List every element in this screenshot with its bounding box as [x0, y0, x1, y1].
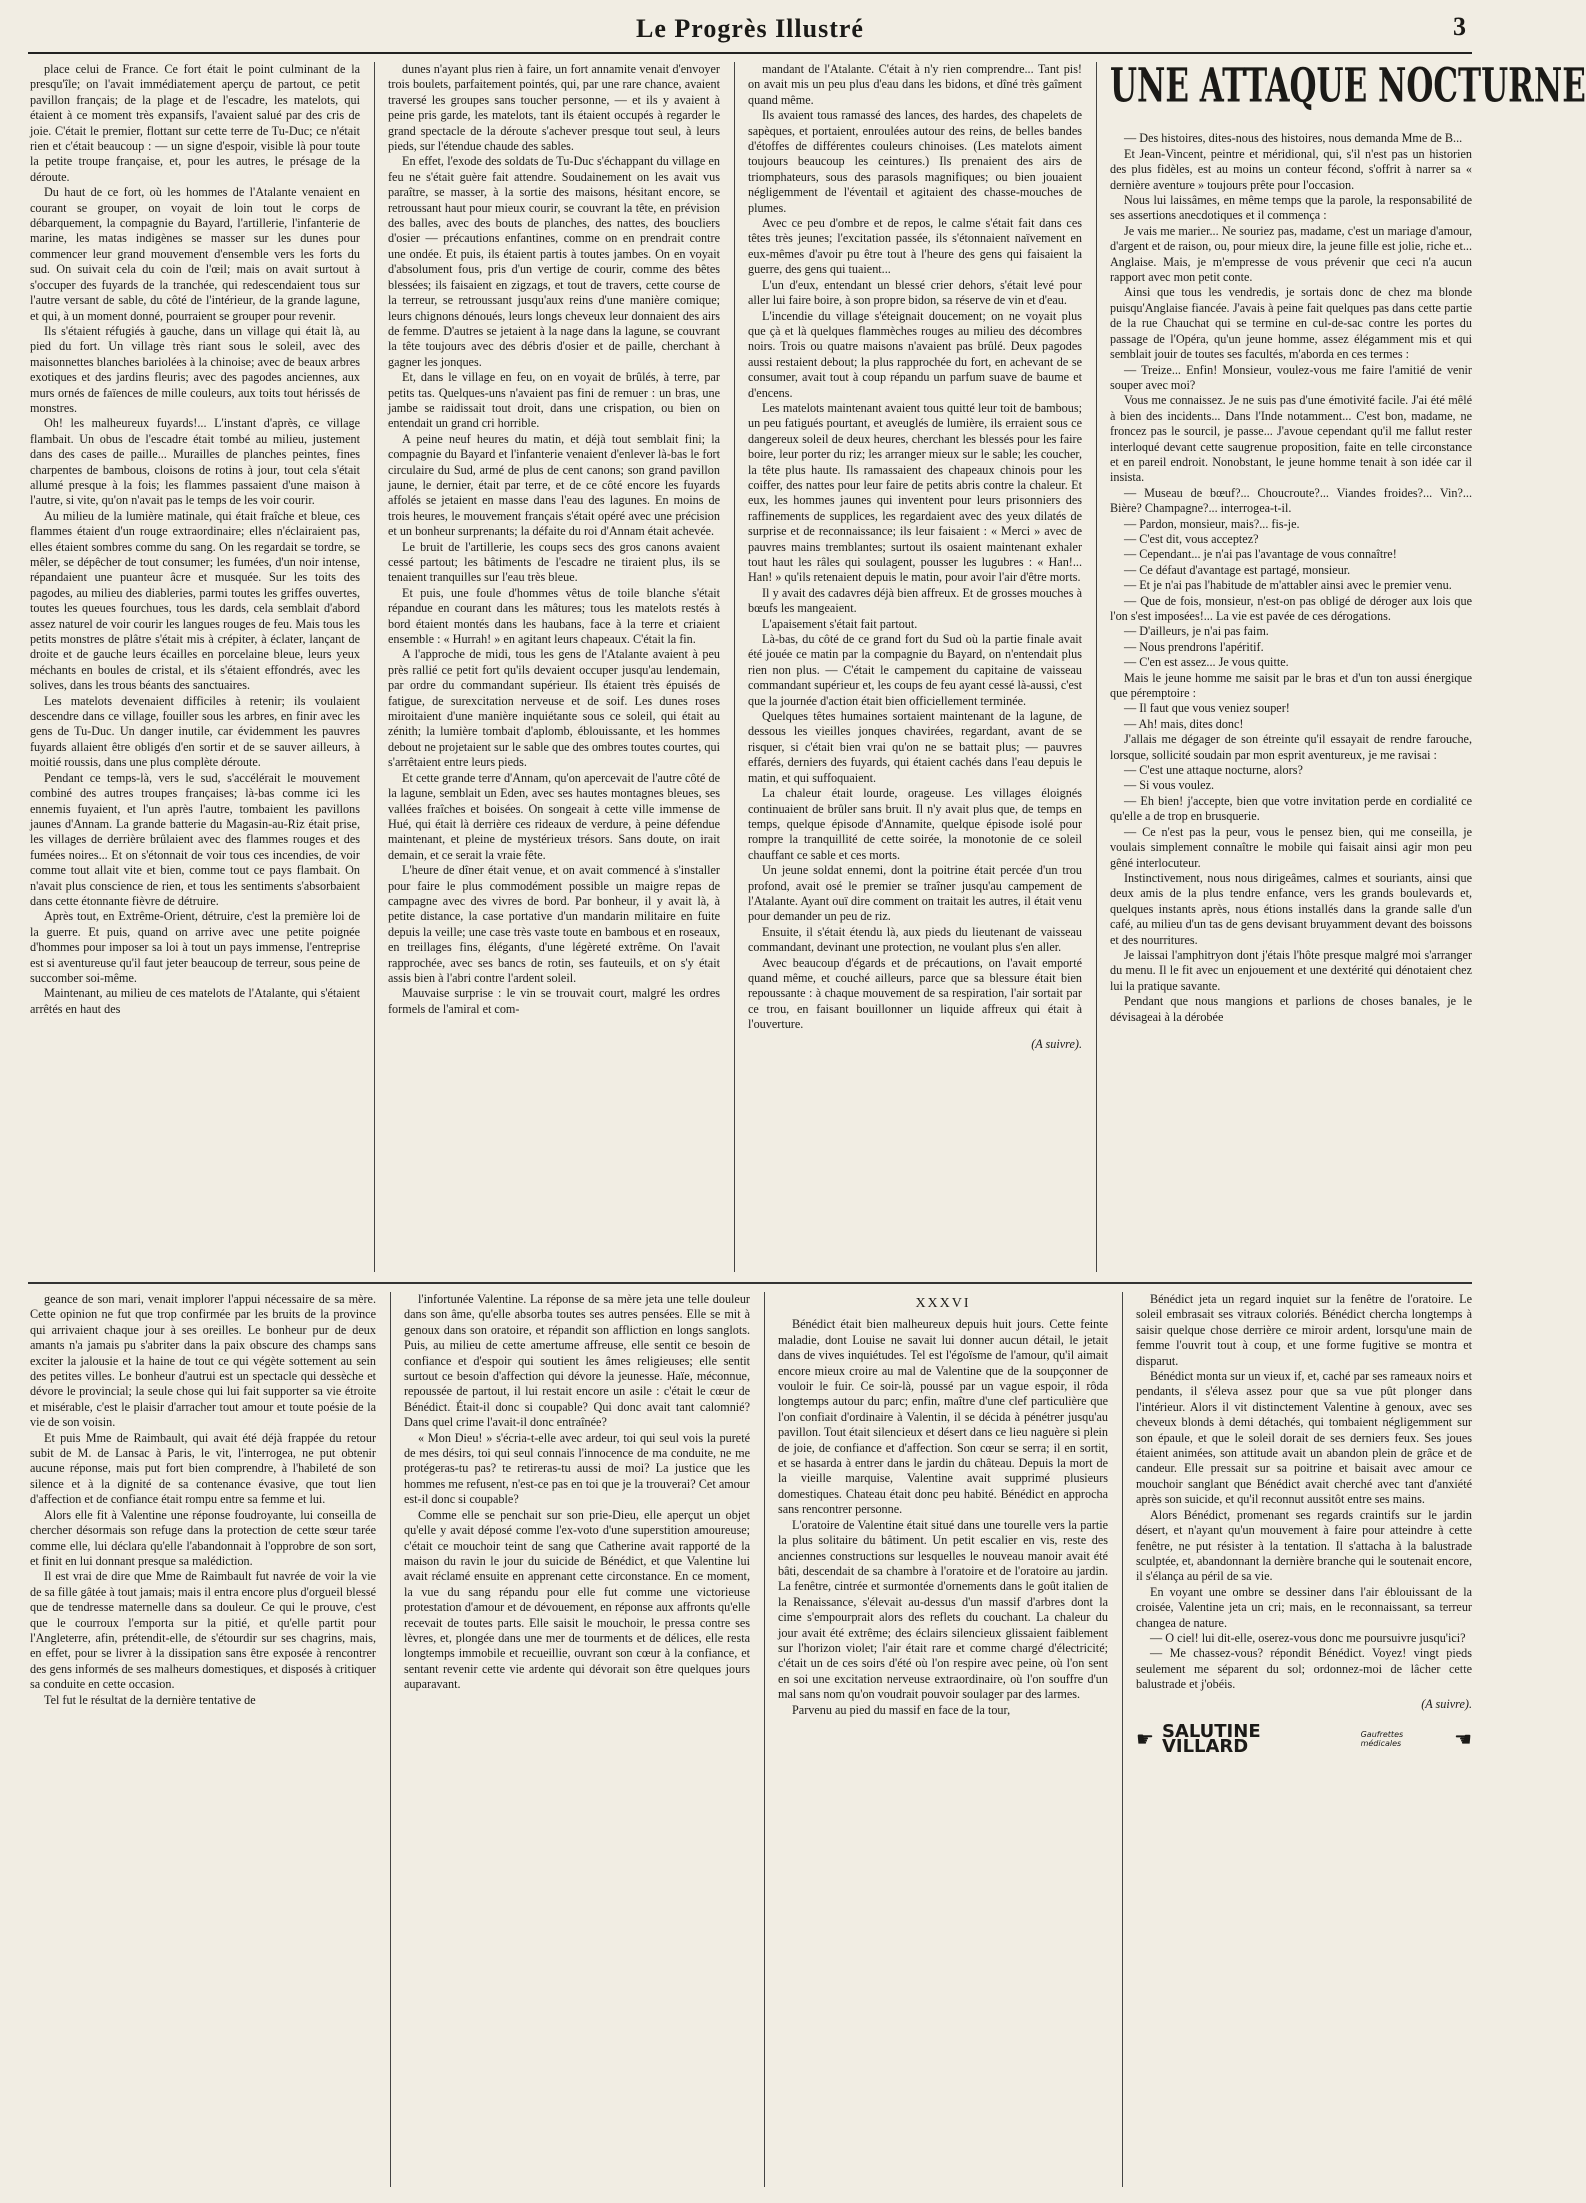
paragraph: L'incendie du village s'éteignait doucement; on ne voyait plus que çà et là quelques flammèches rouges au milieu des décombres noirs. Trois ou quatre maisons n'avaient pas brûlé. Deux pagodes aussi restaient debout; la plus rapprochée du fort, en achevant de se consumer, avait tout à coup répandu un parfum suave de baume et d'encens. — [748, 308, 1082, 400]
paragraph: — O ciel! lui dit-elle, oserez-vous donc me poursuivre jusqu'ici? — [1150, 1630, 1466, 1645]
paragraph: « Mon Dieu! » s'écria-t-elle avec ardeur, toi qui seul vois la pureté de mes désirs, toi qui seul connais l'innocence de ma conduite, ne me protégeras-tu pas? te retireras-tu aussi de moi? La justice que les hommes me refusent, n'est-ce pas en toi que je la trouverai? Cet amour est-il donc si coupable? — [404, 1430, 750, 1507]
paragraph: Ensuite, il s'était étendu là, aux pieds du lieutenant de vaisseau commandant, devinant une protection, ne voulant plus s'en aller. — [748, 924, 1082, 955]
paragraph: L'heure de dîner était venue, et on avait commencé à s'installer pour faire le plus commodément possible un maigre repas de campagne avec des vivres de bord. Par bonheur, il y avait là, à petite distance, la case portative d'un mandarin militaire en fuite depuis la veille; une case très vaste toute en bambous et en roseaux, en treillages fins, élégants, d'une légèreté extrême. On l'avait rapprochée, avec ses bancs de rotin, ses fauteuils, et on s'y était assis bien à l'abri contre l'ardent soleil. — [388, 863, 720, 985]
paragraph: mandant de l'Atalante. C'était à n'y rien comprendre... Tant pis! on avait mis un peu plus d'eau dans les bidons, et dîné très gaîment quand même. — [748, 62, 1082, 107]
paragraph: Et, dans le village en feu, on en voyait de brûlés, à terre, par petits tas. Quelques-uns n'avaient pas fini de remuer : un bras, une jambe se raidissait tout droit, dans une crispation, ou bien on entendait un grand cri horrible. — [388, 370, 720, 431]
paragraph: geance de son mari, venait implorer l'appui nécessaire de sa mère. Cette opinion ne fut que trop confirmée par les bruits de la province qui arrivaient chaque jour à ses oreilles. Le bonheur pur de deux amants n'a jamais pu s'abriter dans la paix obscure des champs sans exciter la jalousie et la haine de tout ce qui végète sottement au sein des petites villes. Le bonheur d'autrui est un spectacle qui dessèche et dévore le provincial; la seule chose qui lui fait supporter sa vie étroite et misérable, c'est le plaisir d'arracher tout amour et toute poésie de la vie de son voisin. — [30, 1292, 376, 1430]
paragraph: Bénédict monta sur un vieux if, et, caché par ses rameaux noirs et pendants, il s'éleva assez pour que sa vue pût plonger dans l'intérieur. Alors il vit distinctement Valentine à genoux, avec ses cheveux blonds à demi détachés, qui tombaient négligemment sur son épaule, et que le soleil dorait de ses derniers feux. Ses joues étaient animées, son attitude avait un abandon plein de grâce et de candeur. Elle pressait sur sa poitrine et baisait avec amour ce mouchoir sanglant que Bénédict avait cherché avec tant d'anxiété après son suicide, et qu'il reconnut aussitôt entre ses mains. — [1136, 1369, 1472, 1507]
paragraph: — Que de fois, monsieur, n'est-on pas obligé de déroger aux lois que l'on s'est imposées!... La vie est pavée de ces dérogations. — [1110, 593, 1472, 623]
paragraph: L'un d'eux, entendant un blessé crier dehors, s'était levé pour aller lui faire boire, à son propre bidon, sa réserve de vin et d'eau. — [748, 277, 1082, 308]
paragraph: Instinctivement, nous nous dirigeâmes, calmes et souriants, ainsi que deux amis de la plus tendre enfance, vers les grands boulevards et, quelques instants après, nous étions installés dans la grande salle d'un café, au milieu d'un tas de gens devisant bruyamment devant des boissons et des nourritures. — [1110, 870, 1472, 947]
paragraph: — Eh bien! j'accepte, bien que votre invitation perde en cordialité ce qu'elle a de trop en brusquerie. — [1110, 793, 1472, 824]
column-divider — [1096, 62, 1097, 1272]
paragraph: Mais le jeune homme me saisit par le bras et d'un ton aussi énergique que péremptoire : — [1110, 670, 1472, 701]
paragraph: place celui de France. Ce fort était le point culminant de la presqu'île; on l'avait immédiatement aperçu de partout, ce petit pavillon français; de la plage et de l'escadre, les matelots, qui étaient à ce moment très expansifs, l'avaient salué par des cris de joie. C'était le premier, flottant sur cette terre de Tu-Duc; ce n'était rien et c'était beaucoup : — un signe d'espoir, visible là pour toute la petite troupe française, et, pour les autres, le présage de la déroute. — [30, 62, 360, 184]
paragraph: l'infortunée Valentine. La réponse de sa mère jeta une telle douleur dans son âme, qu'elle absorba toutes ses autres pensées. Elle se mit à genoux dans son oratoire, et répandit son affliction en longs sanglots. Puis, au milieu de cette amertume affreuse, elle sentit ce besoin de confiance et d'espoir qui soutient les âmes religieuses; elle sentit surtout ce besoin d'affection qui dévore la jeunesse. Haïe, méconnue, repoussée de partout, il lui restait encore un asile : c'était le cœur de Bénédict. Était-il donc si coupable? Qui donc avait tant calomnié? Dans quel crime l'avait-il donc entraînée? — [404, 1292, 750, 1430]
paragraph: Tel fut le résultat de la dernière tentative de — [44, 1692, 256, 1707]
paragraph: Du haut de ce fort, où les hommes de l'Atalante venaient en courant se grouper, on voyait de loin tout le corps de débarquement, la compagnie du Bayard, l'artillerie, l'infanterie de marine, les matas indigènes se masser sur les dunes pour commencer leur grand mouvement d'ensemble vers les forts du sud. On suivait cela du coin de l'œil; mais on avait surtout à s'occuper des fuyards de la tranchée, qui redescendaient tous sur l'autre versant de sable, du côté de l'intérieur, de la grande lagune, et qui, à un moment donné, pourraient se grouper pour revenir. — [30, 185, 360, 323]
paragraph: Un jeune soldat ennemi, dont la poitrine était percée d'un trou profond, avait osé le premier se traîner jusqu'au campement de l'Atalante. Ayant ouï dire comment on traitait les autres, il était venu pour demander un peu de riz. — [748, 863, 1082, 924]
paragraph: Et Jean-Vincent, peintre et méridional, qui, s'il n'est pas un historien des plus fidèles, est au moins un conteur fécond, s'offrit à narrer sa « dernière aventure » toujours prête pour l'occasion. — [1110, 146, 1472, 192]
advertisement — [1136, 1720, 1472, 1758]
lower-column-4 — [1136, 1292, 1472, 2192]
paragraph: — Des histoires, dites-nous des histoires, nous demanda Mme de B... — [1124, 131, 1463, 146]
column-divider — [1122, 1292, 1123, 2187]
upper-column-4 — [1110, 59, 1586, 1274]
paragraph: Alors elle fit à Valentine une réponse foudroyante, lui conseilla de chercher désormais son refuge dans la protection de cette sœur tarée comme elle, lui déclara qu'elle l'abandonnait à l'opprobre de son sort, et finit en lui donnant presque sa malédiction. — [30, 1507, 376, 1568]
chapter-number: XXXVI — [915, 1296, 971, 1311]
upper-column-1 — [30, 62, 360, 1274]
paragraph: Au milieu de la lumière matinale, qui était fraîche et bleue, ces flammes étaient d'un rouge extraordinaire; elles n'éclairaient pas, elles étaient sombres comme du sang. On les regardait se tordre, se mêler, se dépêcher de tout consumer; les fumées, d'un noir intense, répandaient une puanteur âcre et musquée. Sur les toits des pagodes, au milieu des diableries, parmi toutes les griffes ouvertes, toutes les queues fourchues, tous les dards, cela semblait d'abord assez naturel de voir courir les langues rouges de feu. Mais tous les petits monstres de plâtre s'était mis à crépiter, à éclater, lançant de droite et de gauche leurs écailles en porcelaine bleue, leurs yeux méchants en boules de cristal, et ils s'étaient effondrés, avec les solives, dans les trous béants des sanctuaires. — [30, 508, 360, 693]
paragraph: Comme elle se penchait sur son prie-Dieu, elle aperçut un objet qu'elle y avait déposé comme l'ex-voto d'une superstition amoureuse; c'était ce mouchoir teint de sang que Catherine avait rapporté de la maison du ravin le jour du suicide de Bénédict, et que Valentine lui avait réclamé ensuite en apprenant cette circonstance. En ce moment, la vue du sang répandu pour elle fut comme une victorieuse protestation d'amour et de dévouement, en réponse aux affronts qu'elle recevait de toutes parts. Elle saisit le mouchoir, le pressa contre ses lèvres, et, plongée dans une mer de tourments et de délices, elle resta longtemps immobile et recueillie, ouvrant son cœur à la confiance, et sentant revenir cette vie ardente qui dévorait son être quelques jours auparavant. — [404, 1507, 750, 1692]
paragraph: Pendant que nous mangions et parlions de choses banales, je le dévisageai à la dérobée — [1110, 994, 1472, 1024]
column-divider — [764, 1292, 765, 2187]
paragraph: — C'est une attaque nocturne, alors? — [1124, 763, 1303, 778]
paragraph: Et cette grande terre d'Annam, qu'on apercevait de l'autre côté de la lagune, semblait un Eden, avec ses hautes montagnes bleues, ses vallées fraîches et boisées. On songeait à cette ville immense de Hué, qui était là derrière ces rideaux de verdure, à peine défendue maintenant, et pleine de mystérieux trésors. Sans doute, on irait demain, et ce serait la vraie fête. — [388, 770, 720, 862]
paragraph: — Ah! mais, dites donc! — [1124, 716, 1244, 731]
section-divider — [28, 1282, 1472, 1284]
paragraph: dunes n'ayant plus rien à faire, un fort annamite venait d'envoyer trois boulets, parfaitement pointés, qui, par une rare chance, avaient traversé les groupes sans toucher personne, — et ils y avaient à peine pris garde, les matelots, tant ils étaient occupés à regarder le grand spectacle de la déroute s'achever presque tout seul, à leurs pieds, sur l'étendue chaude des sables. — [388, 62, 720, 154]
upper-column-3-text — [748, 62, 1082, 1033]
column-divider — [374, 62, 375, 1272]
paragraph: A l'approche de midi, tous les gens de l'Atalante avaient à peu près rallié ce petit fort qu'ils devaient occuper jusqu'au lendemain, par ordre du commandant supérieur. Ils étaient très épuisés de fatigue, de surexcitation nerveuse et de soif. Les dunes roses miroitaient d'une manière inquiétante sous ce soleil, qui était au zénith; la lumière tombait d'aplomb, éblouissante, et les hommes debout ne projetaient sur le sable que des ombres toutes courtes, qui s'arrêtaient entre leurs pieds. — [388, 647, 720, 770]
paragraph: L'apaisement s'était fait partout. — [762, 616, 918, 631]
paragraph: — Et je n'ai pas l'habitude de m'attabler ainsi avec le premier venu. — [1124, 578, 1452, 593]
paragraph: — Museau de bœuf?... Choucroute?... Viandes froides?... Vin?... Bière? Champagne?... interrogea-t-il. — [1110, 485, 1472, 516]
pointing-hand-icon: ☛ — [1136, 1726, 1154, 1751]
paragraph: A peine neuf heures du matin, et déjà tout semblait fini; la compagnie du Bayard et l'infanterie venaient d'enlever là-bas le fort circulaire du Sud, armé de plus de cent canons; son grand pavillon jaune, le dernier, était par terre, et de ce côté encore les fuyards affolés se jetaient en masse dans l'eau des lagunes. En moins de trois heures, le mouvement français s'était opéré avec une précision et un bonheur surprenants; la défaite du roi d'Annam était achevée. — [388, 431, 720, 539]
paragraph: — Ce n'est pas la peur, vous le pensez bien, qui me conseilla, je voulais simplement connaître le mobile qui faisait ainsi agir mon peu gêné interlocuteur. — [1110, 824, 1472, 870]
paragraph: Mauvaise surprise : le vin se trouvait court, malgré les ordres formels de l'amiral et com- — [388, 986, 720, 1016]
paragraph: — Il faut que vous veniez souper! — [1124, 701, 1290, 716]
to-be-continued: (A suivre). — [1031, 1036, 1082, 1051]
paragraph: Parvenu au pied du massif en face de la tour, — [792, 1702, 1011, 1717]
paragraph: Pendant ce temps-là, vers le sud, s'accélérait le mouvement combiné des autres troupes françaises; là-bas comme ici les ennemis fuyaient, et l'un après l'autre, tombaient les pavillons jaunes d'Annam. La grande batterie du Magasin-au-Riz était prise, les villages de derrière brûlaient avec des flammes rouges et des fumées noires... Et on s'étonnait de voir tous ces incendies, de voir comme tout allait vite et bien, comme tout ce pays flambait. On n'avait plus conscience de rien, et tous les sentiments s'absorbaient dans cette étonnante fièvre de détruire. — [30, 770, 360, 908]
lower-column-1 — [30, 1292, 376, 2192]
paragraph: Là-bas, du côté de ce grand fort du Sud où la partie finale avait été jouée ce matin par la compagnie du Bayard, on n'entendait plus rien non plus. — C'était le campement du capitaine de vaisseau commandant supérieur et, les coups de feu ayant cessé là-aussi, c'est que la journée d'action était bien officiellement terminée. — [748, 632, 1082, 708]
masthead — [28, 8, 1472, 54]
paragraph: — Pardon, monsieur, mais?... fis-je. — [1124, 516, 1300, 531]
paragraph: Quelques têtes humaines sortaient maintenant de la lagune, de dessous les vieilles jonques chavirées, regardant, avant de se risquer, si c'était bien vrai qu'on ne se battait plus; — pauvres effarés, derniers des fuyards, qui étaient cachés dans l'eau depuis le matin, et qui suffoquaient. — [748, 709, 1082, 785]
lower-column-2 — [404, 1292, 750, 2192]
paragraph: Alors Bénédict, promenant ses regards craintifs sur le jardin désert, et n'ayant qu'un mouvement à faire pour atteindre à cette fenêtre, ne put résister à la tentation. Il s'attacha à la balustrade sculptée, et, abandonnant la dernière branche qui le soutenait encore, il s'élança au péril de sa vie. — [1136, 1507, 1472, 1584]
paragraph: — Si vous voulez. — [1124, 778, 1215, 793]
paragraph: — Cependant... je n'ai pas l'avantage de vous connaître! — [1124, 547, 1397, 562]
pointing-hand-icon: ☚ — [1454, 1726, 1472, 1751]
column-divider — [734, 62, 735, 1272]
paragraph: J'allais me dégager de son étreinte qu'il essayait de rendre farouche, lorsque, sollicité soudain par mon esprit aventureux, je me ravisai : — [1110, 732, 1472, 762]
paragraph: Bénédict était bien malheureux depuis huit jours. Cette feinte maladie, dont Louise ne savait lui donner aucun détail, le jetait dans de vives inquiétudes. Tel est l'égoïsme de l'amour, qu'il aimait encore mieux croire au mal de Valentine que de la soupçonner de vouloir le fuir. Ce soir-là, poussé par un vague espoir, il rôda longtemps autour du parc; enfin, maître d'une clef particulière que l'on confiait d'ordinaire à Valentin, il se décida à pénétrer jusqu'au pavillon. Tout était silencieux et désert dans ce lieu naguère si plein de joie, de confiance et d'affection. Son cœur se serra; il en sortit, et se hasarda à entrer dans le jardin du château. Depuis la mort de la vieille marquise, Valentine avait supprimé plusieurs domestiques. Chateau était donc peu habité. Bénédict en approcha sans rencontrer personne. — [778, 1317, 1108, 1517]
paragraph: Les matelots devenaient difficiles à retenir; ils voulaient descendre dans ce village, fouiller sous les arbres, en finir avec les gens de Tu-Duc. Un danger inutile, car évidemment les pauvres fuyards allaient être obligés d'en sortir et de se sauver ailleurs, à moitié roussis, dans une plus complète déroute. — [30, 693, 360, 770]
paragraph: Je vais me marier... Ne souriez pas, madame, c'est un mariage d'amour, d'argent et de raison, ou, pour mieux dire, la jeune fille est jolie, riche et... Anglaise. Mais, je m'empresse de vous prévenir que ceci n'a aucun rapport avec mon petit conte. — [1110, 223, 1472, 285]
lower-column-4-text — [1136, 1292, 1472, 1693]
paragraph: Vous me connaissez. Je ne suis pas d'une émotivité facile. J'ai été mêlé à bien des incidents... Dans l'Inde notamment... C'est bon, madame, ne froncez pas le sourcil, je passe... J'avoue cependant qu'il me fallut rester interloqué devant cette saugrenue proposition, faite en telle circonstance et en pareil endroit. Nonobstant, le jeune homme tenait à son idée car il insista. — [1110, 393, 1472, 485]
paragraph: Nous lui laissâmes, en même temps que la parole, la responsabilité de ses assertions anecdotiques et il commença : — [1110, 193, 1472, 223]
ad-product-name: SALUTINE VILLARD — [1161, 1720, 1261, 1758]
paragraph: — C'est dit, vous acceptez? — [1124, 531, 1259, 546]
paragraph: Ils avaient tous ramassé des lances, des hardes, des chapelets de sapèques, et portaient, enroulées autour des reins, de belles bandes d'étoffes de différentes couleurs chinoises. (Les matelots aiment toujours beaucoup les ceintures.) Ils prenaient des airs de triomphateurs, sous des parasols magnifiques; ou bien jouaient négligemment de l'éventail et agitaient des chasse-mouches de plumes. — [748, 108, 1082, 215]
paragraph: La chaleur était lourde, orageuse. Les villages éloignés continuaient de brûler sans bruit. Il n'y avait plus que, de temps en temps, quelque épisode d'Annamite, quelque épisode isolé pour rompre la tranquillité de cette soirée, la monotonie de ce soleil chauffant ce sable et ces morts. — [748, 786, 1082, 862]
paragraph: Le bruit de l'artillerie, les coups secs des gros canons avaient cessé partout; les bâtiments de l'escadre ne tiraient plus, ils se tenaient tranquilles sur l'eau très bleue. — [388, 539, 720, 585]
paragraph: Il y avait des cadavres déjà bien affreux. Et de grosses mouches à bœufs les mangeaient. — [748, 585, 1082, 616]
upper-column-2 — [388, 62, 720, 1274]
paragraph: — Ce défaut d'avantage est partagé, monsieur. — [1124, 562, 1351, 577]
story-title: UNE ATTAQUE NOCTURNE — [1110, 59, 1586, 114]
paragraph: Ils s'étaient réfugiés à gauche, dans un village qui était là, au pied du fort. Un village très riant sous le soleil, avec des maisonnettes blanches bariolées à la chinoise; avec de beaux arbres exotiques et des jardins fleuris; avec des pagodes anciennes, aux murs ornés de faïences de mille couleurs, aux toits tout hérissés de monstres. — [30, 323, 360, 415]
paragraph: Maintenant, au milieu de ces matelots de l'Atalante, qui s'étaient arrêtés en haut des — [30, 986, 360, 1016]
paragraph: Ainsi que tous les vendredis, je sortais donc de chez ma blonde puisqu'Anglaise fiancée. J'avais à peine fait quelques pas dans cette partie de la rue Chauchat qui se termine en cul-de-sac contre les portes du passage de l'Opéra, qu'un jeune homme, assez élégamment mis et qui semblait jouir de toutes ses facultés, m'aborda en ces termes : — [1110, 285, 1472, 362]
paragraph: Avec beaucoup d'égards et de précautions, on l'avait emporté quand même, et couché ailleurs, parce que sa blessure était bien repoussante : à chaque mouvement de sa respiration, l'air sortait par ce trou, en faisant bouillonner un liquide affreux qui était à l'ouverture. — [748, 955, 1082, 1032]
column-divider — [390, 1292, 391, 2187]
paragraph: Et puis, une foule d'hommes vêtus de toile blanche s'était répandue en courant dans les mâtures; tous les matelots restés à bord étaient montés dans les haubans, face à la terre et criaient ensemble : « Hurrah! » en agitant leurs chapeaux. C'était la fin. — [388, 585, 720, 647]
story-text — [1110, 131, 1472, 1025]
to-be-continued: (A suivre). — [1421, 1696, 1472, 1711]
paragraph: Oh! les malheureux fuyards!... L'instant d'après, ce village flambait. Un obus de l'escadre était tombé au milieu, justement dans des cases de paille... Murailles de planches peintes, fines charpentes de bambous, cloisons de rotins à jour, tout cela s'était allumé presque à la fois; les flammes passaient d'une maison à l'autre, si vite, qu'on n'avait pas le temps de les voir courir. — [30, 416, 360, 508]
paragraph: Je laissai l'amphitryon dont j'étais l'hôte presque malgré moi s'arranger du menu. Il le fit avec un enjouement et une dextérité qui dénotaient chez lui la pratique savante. — [1110, 947, 1472, 993]
paragraph: En voyant une ombre se dessiner dans l'air éblouissant de la croisée, Valentine jeta un cri; mais, en le reconnaissant, sa terreur changea de nature. — [1136, 1584, 1472, 1630]
lower-column-3-text — [778, 1317, 1108, 1718]
paragraph: — C'en est assez... Je vous quitte. — [1124, 655, 1289, 670]
paragraph: Bénédict jeta un regard inquiet sur la fenêtre de l'oratoire. Le soleil embrasait ses vitraux coloriés. Bénédict chercha longtemps à saisir quelque chose derrière ce miroir ardent, lorsqu'une main de femme l'ouvrit tout à coup, et une forme fugitive se montra et disparut. — [1136, 1292, 1472, 1368]
paragraph: L'oratoire de Valentine était situé dans une tourelle vers la partie la plus solitaire du bâtiment. Un petit escalier en vis, reste des anciennes constructions sur lesquelles le nouveau manoir avait été bâti, descendait de sa chambre à l'oratoire et de l'oratoire au jardin. La fenêtre, cintrée et surmontée d'ornements dans le goût italien de la Renaissance, s'élevait au-dessus d'un massif d'arbres dont la cime s'empourprait alors des reflets du couchant. La chaleur du jour avait été extrême; des éclairs silencieux glissaient faiblement sur l'horizon violet; l'air était rare et comme chargé d'électricité; c'était un de ces soirs d'été où l'on respire avec peine, où l'on sent en soi une excitation nerveuse extraordinaire, où l'on souffre d'un mal sans nom qu'on voudrait pouvoir soulager par des larmes. — [778, 1517, 1108, 1702]
paragraph: — D'ailleurs, je n'ai pas faim. — [1124, 624, 1269, 639]
upper-column-3 — [748, 62, 1082, 1274]
paragraph: — Me chassez-vous? répondit Bénédict. Voyez! vingt pieds seulement me séparent du sol; ordonnez-moi de lâcher cette balustrade et j'obéis. — [1136, 1646, 1472, 1692]
ad-tagline: Gaufrettes médicales — [1360, 1730, 1404, 1749]
paragraph: Après tout, en Extrême-Orient, détruire, c'est la première loi de la guerre. Et puis, quand on arrive avec une petite poignée d'hommes pour imposer sa loi à tout un pays immense, l'entreprise est si aventureuse qu'il faut jeter beaucoup de terreur, sous peine de succomber soi-même. — [30, 909, 360, 985]
paragraph: Les matelots maintenant avaient tous quitté leur toit de bambous; un peu fatigués pourtant, et aveuglés de lumière, ils erraient sous ce dangereux soleil de deux heures, cherchant les blessés pour les faire boire, leur porter du riz; les arranger mieux sur le sable; les coucher, la tête plus haute. Ils ramassaient des chapeaux chinois pour les coiffer, des nattes pour leur faire de petits abris contre la chaleur. Et eux, les hommes jaunes qui inventent pour leurs prisonniers des raffinements de supplices, les regardaient avec des yeux dilatés de surprise et de reconnaissance; ils leur faisaient : « Merci » avec de pauvres mains tremblantes; surtout ils osaient maintenant exhaler tout haut les râles qui soulagent, pousser les lugubres : « Han!... Han! » qu'ils retenaient depuis le matin, pour avoir l'air d'être morts. — [748, 400, 1082, 585]
paragraph: Il est vrai de dire que Mme de Raimbault fut navrée de voir la vie de sa fille gâtée à tout jamais; mais il entra encore plus d'orgueil blessé que de tendresse maternelle dans sa douleur. Ce qui le prouve, c'est que le courroux l'emporta sur la pitié, et qu'elle partit pour l'Angleterre, afin, prétendit-elle, de s'étourdir sur ses chagrins, mais, en effet, pour se livrer à la dissipation sans être exposée à rencontrer des gens informés de ses malheurs domestiques, et disposés à critiquer sa conduite en cette occasion. — [30, 1569, 376, 1692]
paragraph: — Treize... Enfin! Monsieur, voulez-vous me faire l'amitié de venir souper avec moi? — [1110, 362, 1472, 392]
newspaper-title: Le Progrès Illustré — [636, 14, 864, 43]
lower-column-3 — [778, 1292, 1108, 2192]
page-number: 3 — [1453, 12, 1466, 41]
paragraph: Et puis Mme de Raimbault, qui avait été déjà frappée du retour subit de M. de Lansac à Paris, le vit, l'interrogea, ne put obtenir aucune réponse, mais put fort bien comprendre, à l'habileté de son silence et à la dignité de sa contenance évasive, que tout lien d'affection et de confiance était rompu entre sa femme et lui. — [30, 1430, 376, 1507]
paragraph: En effet, l'exode des soldats de Tu-Duc s'échappant du village en feu ne s'était guère fait attendre. Soudainement on les avait vus paraître, se masser, à la sortie des maisons, hésitant encore, se retroussant haut pour mieux courir, se couvrant la tête, en prévision des balles, avec des bouts de planches, des nattes, des boucliers d'osier — précautions enfantines, comme on en prendrait contre une ondée. Et puis, ils étaient partis à toutes jambes. On en voyait d'absolument fous, pris d'un vertige de courir, comme des bêtes blessées; ils faisaient en zigzags, et tout de travers, cette course de la terreur, se retroussant jusqu'aux reins d'une manière comique; leurs chignons dénoués, leurs longs cheveux leur donnaient des airs de femme. D'autres se jetaient à la nage dans la lagune, se couvrant la tête toujours avec des débris d'osier et de paille, cherchant à gagner les jonques. — [388, 154, 720, 369]
paragraph: Avec ce peu d'ombre et de repos, le calme s'était fait dans ces têtes très jeunes; l'excitation passée, ils s'étonnaient naïvement en eux-mêmes d'avoir pu être tout à l'heure des gens qui faisaient la guerre, des gens qui tuaient... — [748, 216, 1082, 277]
paragraph: — Nous prendrons l'apéritif. — [1124, 639, 1264, 654]
